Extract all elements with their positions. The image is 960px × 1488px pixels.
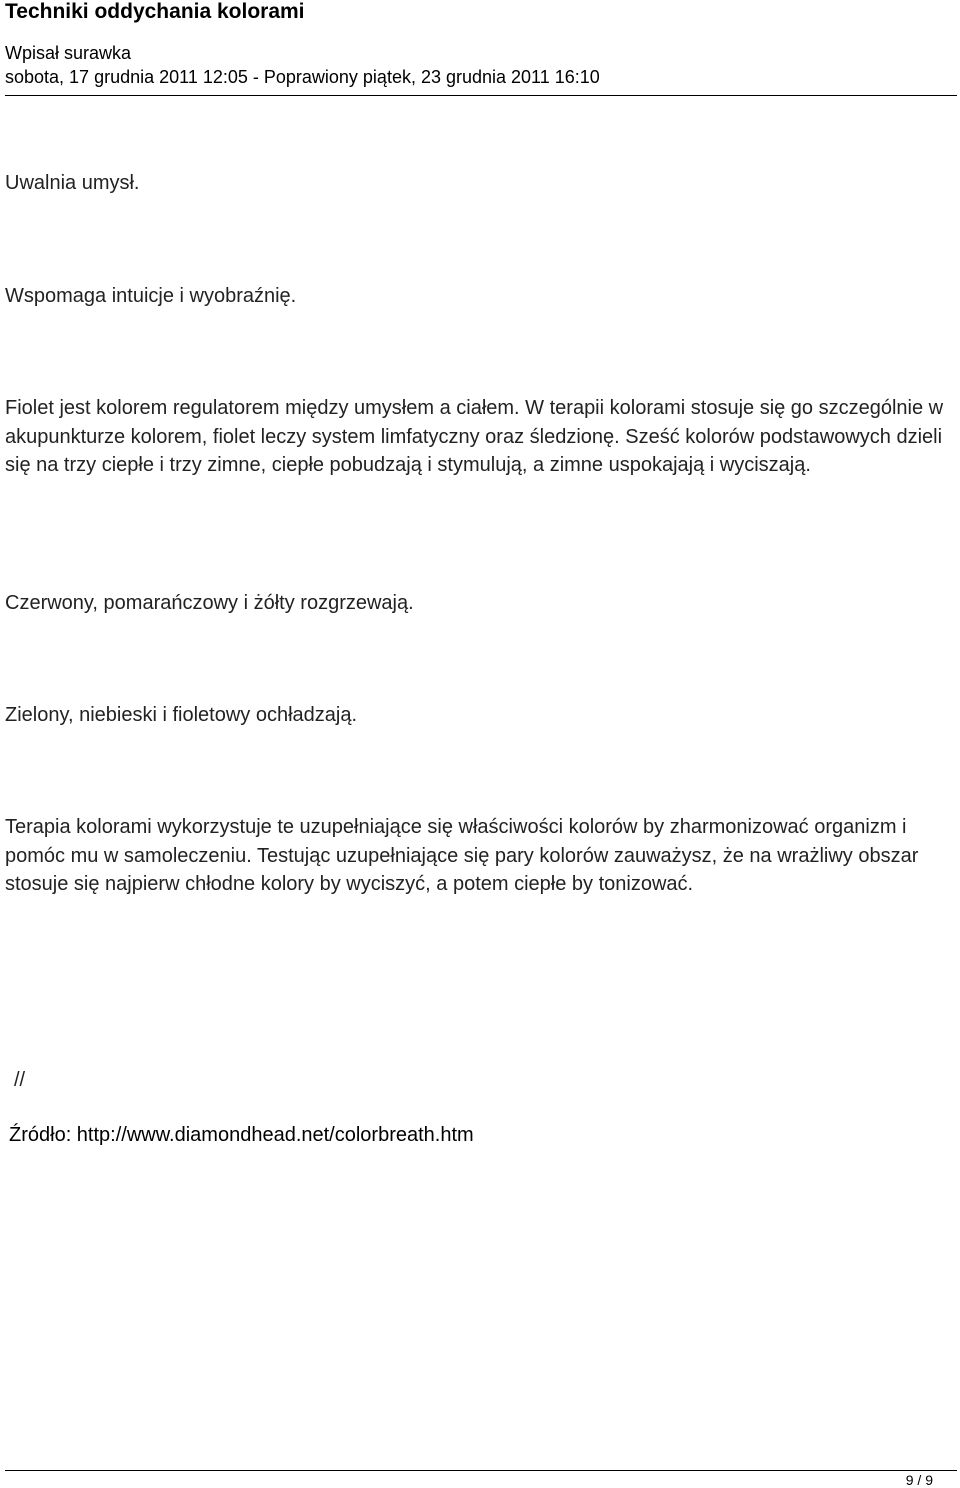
paragraph-2: Wspomaga intuicje i wyobraźnię. xyxy=(5,285,297,307)
paragraph-6: Terapia kolorami wykorzystuje te uzupełniające się właściwości kolorów by zharmonizować organizm i pomóc mu w samoleczeniu. Testując uzupełniające się pary kolorów zauważysz, że na wrażliwy obszar stosuje się najpierw chłodne kolory by wyciszyć, a potem ciepłe by tonizować. xyxy=(5,816,919,895)
paragraph-1: Uwalnia umysł. xyxy=(5,172,140,194)
date-line: sobota, 17 grudnia 2011 12:05 - Poprawiony piątek, 23 grudnia 2011 16:10 xyxy=(5,67,600,87)
footer-divider xyxy=(5,1470,957,1471)
separator: // xyxy=(14,1069,26,1091)
document-title: Techniki oddychania kolorami xyxy=(5,0,305,23)
page-number: 9 / 9 xyxy=(905,1472,933,1488)
paragraph-5: Zielony, niebieski i fioletowy ochładzają. xyxy=(5,704,358,726)
paragraph-4: Czerwony, pomarańczowy i żółty rozgrzewają. xyxy=(5,592,414,614)
source-line: Źródło: http://www.diamondhead.net/colorbreath.htm xyxy=(9,1124,474,1146)
document-header xyxy=(5,0,957,89)
paragraph-3: Fiolet jest kolorem regulatorem między umysłem a ciałem. W terapii kolorami stosuje się go szczególnie w akupunkturze kolorem, fiolet leczy system limfatyczny oraz śledzionę. Sześć kolorów podstawowych dzieli się na trzy ciepłe i trzy zimne, ciepłe pobudzają i stymulują, a zimne uspokajają i wyciszają. xyxy=(5,397,944,476)
author-line: Wpisał surawka xyxy=(5,43,132,63)
header-divider xyxy=(5,95,957,96)
